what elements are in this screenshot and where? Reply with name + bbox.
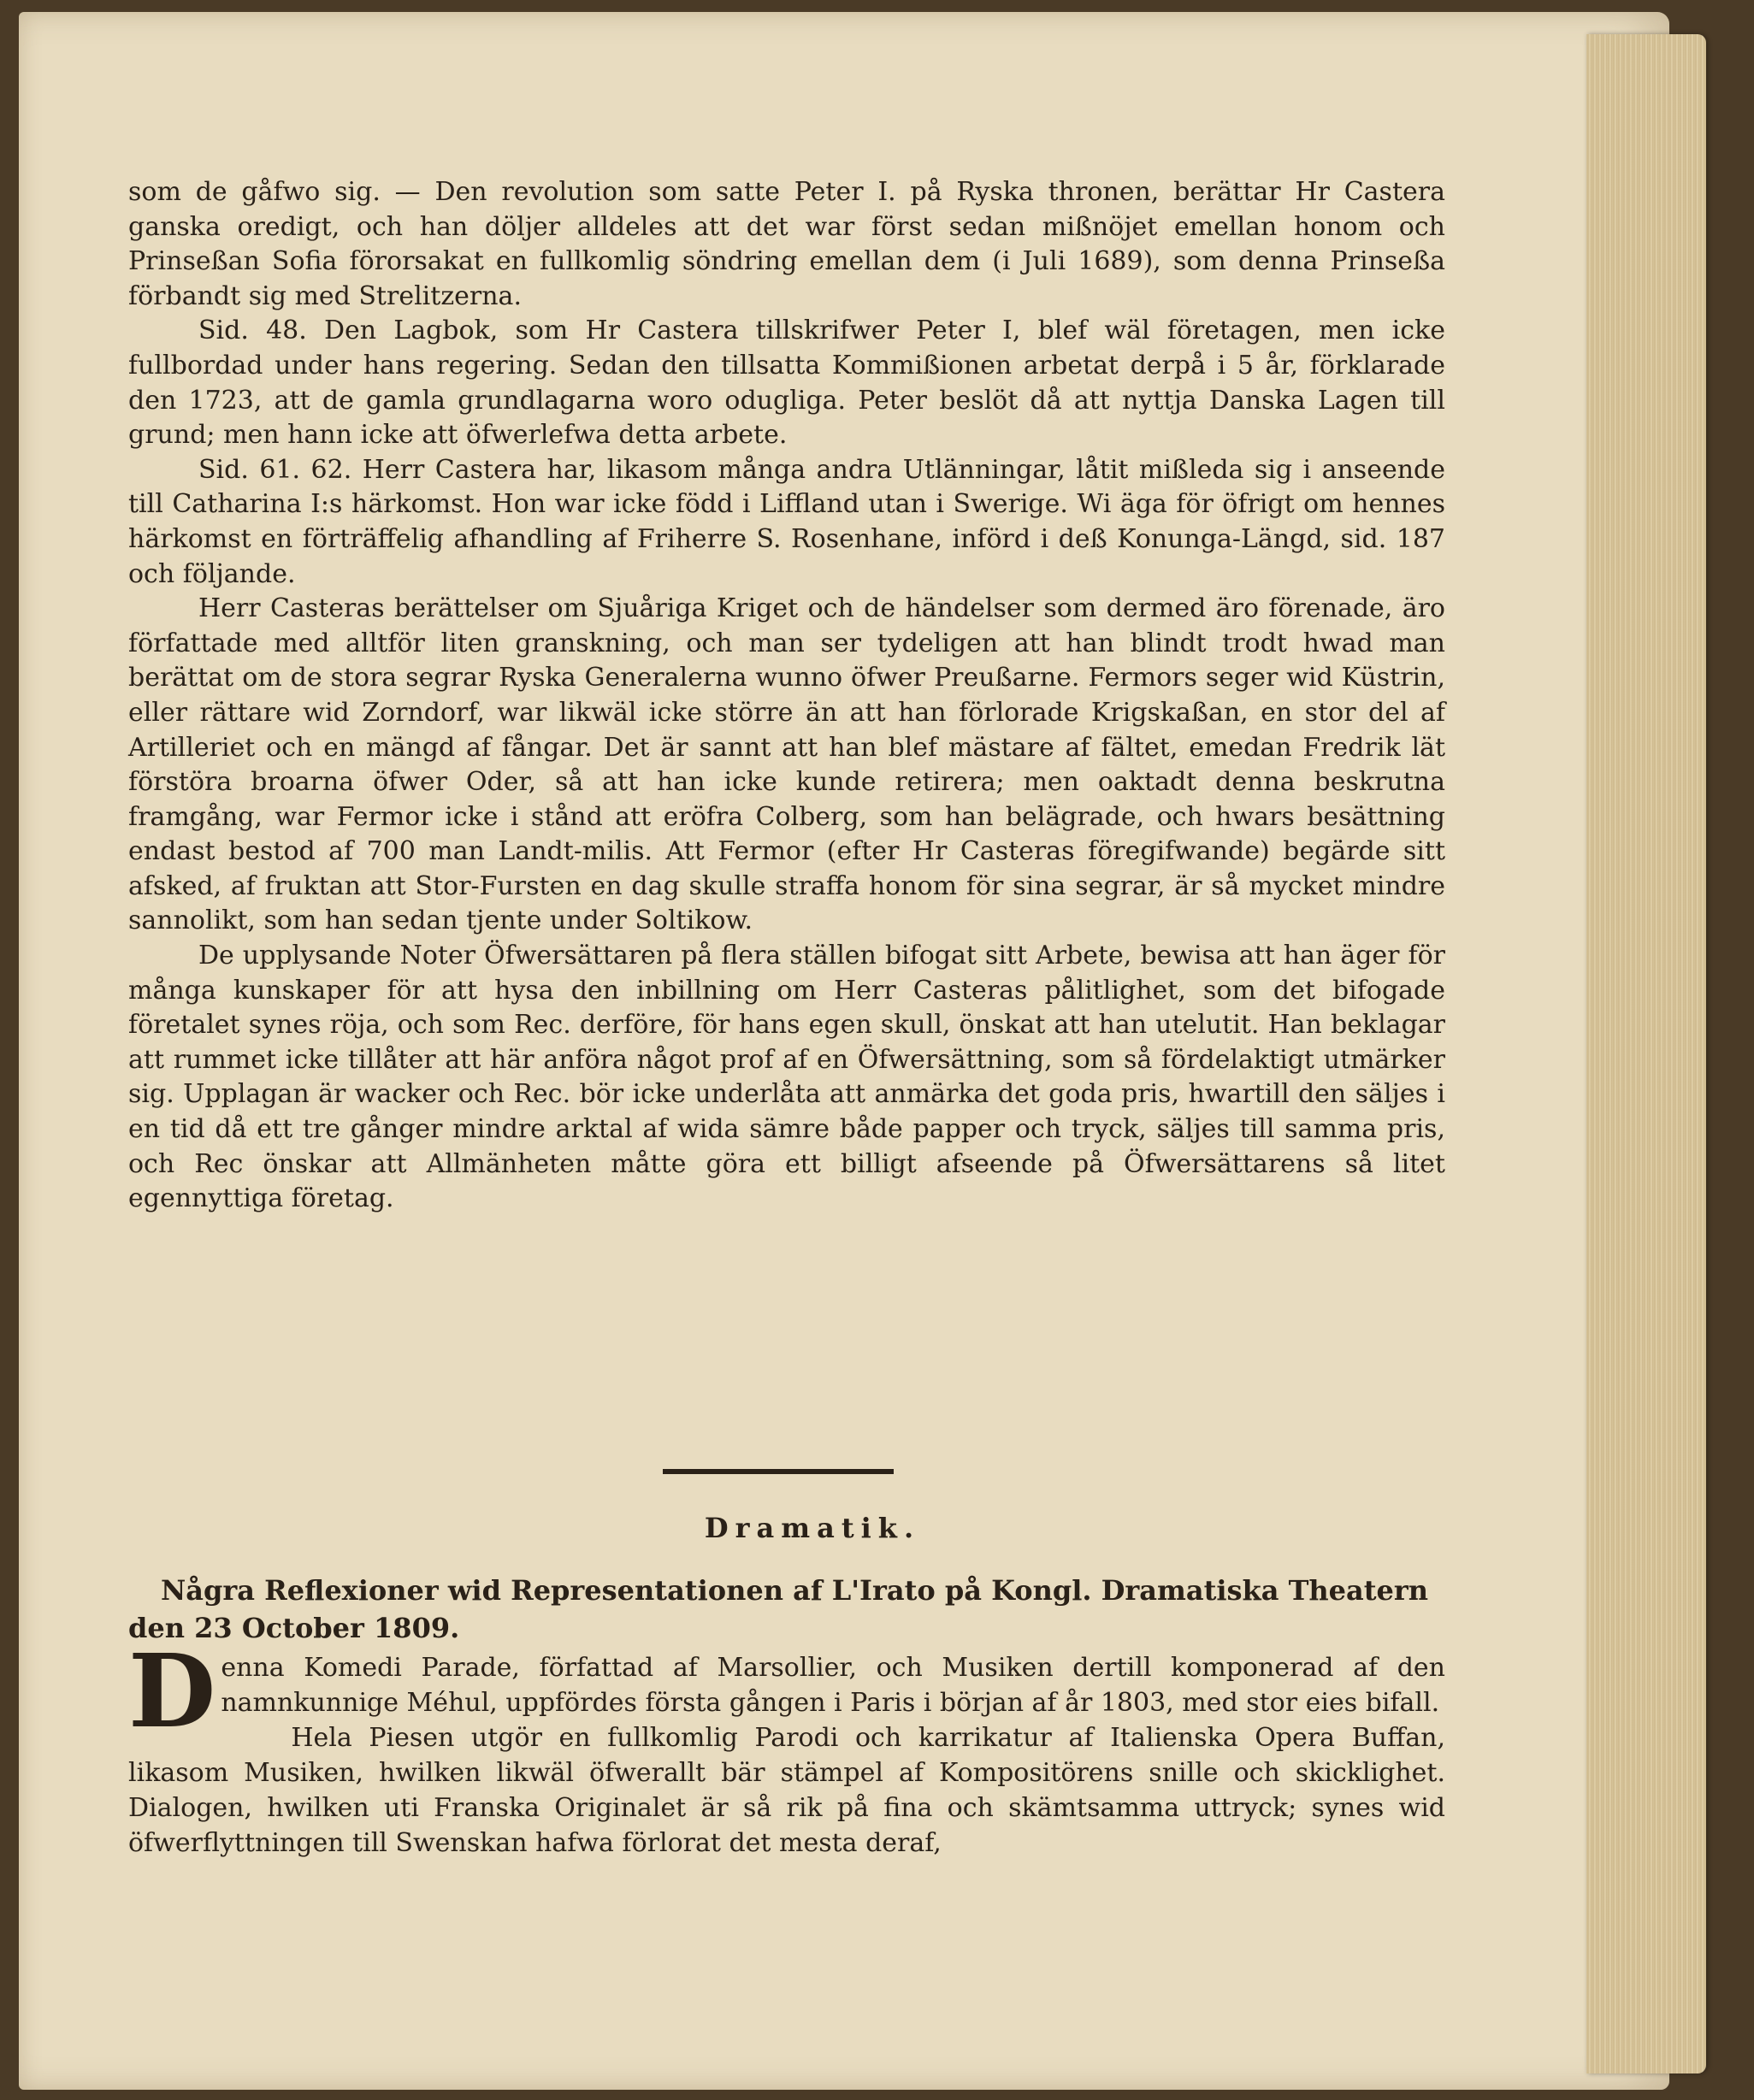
dramatik-paragraph-1: [128, 1631, 1445, 1750]
paragraph-1: som de gåfwo sig. — Den revolution som satte Peter I. på Ryska thronen, berättar Hr Castera ganska oredigt, och han döljer alldeles att det war först sedan mißnöjet emellan honom och Prinseßan Sofia förorsakat en fullkomlig söndring emellan dem (i Juli 1689), som denna Prinseßa förbandt sig med Strelitzerna.: [128, 177, 1445, 311]
drop-cap: D: [128, 1631, 216, 1750]
page-edges: [1586, 34, 1706, 2073]
paragraph-5: De upplysande Noter Öfwersättaren på flera ställen bifogat sitt Arbete, bewisa att han äger för många kunskaper för att hysa den inbillning om Herr Casteras pålitlighet, som det bifogade företalet synes röja, och som Rec. derföre, för hans egen skull, önskat att han utelutit. Han beklagar att rummet icke tillåter att här anföra något prof af en Öfwersättning, som så fördelaktigt utmärker sig. Upplagan är wacker och Rec. bör icke underlåta att anmärka det goda pris, hwartill den säljes i en tid då ett tre gånger mindre arktal af wida sämre både papper och tryck, säljes till samma pris, och Rec önskar att Allmänheten måtte göra ett billigt afseende på Öfwersättarens så litet egennyttiga företag.: [128, 941, 1445, 1214]
article-title-text: Några Reflexioner wid Representationen af L'Irato på Kongl. Dramatiska Theatern den 23 October 1809.: [128, 1574, 1429, 1644]
paragraph-4: Herr Casteras berättelser om Sjuåriga Kriget och de händelser som dermed äro förenade, äro författade med alltför liten granskning, och man ser tydeligen att han blindt trodt hwad man berättat om de stora segrar Ryska Generalerna wunno öfwer Preußarne. Fermors seger wid Küstrin, eller rättare wid Zorndorf, war likwäl icke större än att han förlorade Krigskaßan, en stor del af Artilleriet och en mängd af fångar. Det är sannt att han blef mästare af fältet, emedan Fredrik lät förstöra broarna öfwer Oder, så att han icke kunde retirera; men oaktadt denna beskrutna framgång, war Fermor icke i stånd att eröfra Colberg, som han belägrade, och hwars besättning endast bestod af 700 man Landt-milis. Att Fermor (efter Hr Casteras föregifwande) begärde sitt afsked, af fruktan att Stor-Fursten en dag skulle straffa honom för sina segrar, är så mycket mindre sannolikt, som han sedan tjente under Soltikow.: [128, 593, 1445, 936]
review-text: [128, 175, 1445, 1217]
paragraph-2: Sid. 48. Den Lagbok, som Hr Castera tillskrifwer Peter I, blef wäl företagen, men icke fullbordad under hans regering. Sedan den tillsatta Kommißionen arbetat derpå i 5 år, förklarade den 1723, att de gamla grundlagarna woro odugliga. Peter beslöt då att nyttja Danska Lagen till grund; men hann icke att öfwerlefwa detta arbete.: [128, 316, 1445, 451]
dramatik-text: [128, 1631, 1445, 1861]
section-heading: Dramatik.: [704, 1512, 921, 1544]
dramatik-paragraph-1-text: enna Komedi Parade, författad af Marsollier, och Musiken dertill komponerad af den namnkunnige Méhul, uppfördes första gången i Paris i början af år 1803, med stor eies bifall.: [221, 1653, 1445, 1718]
section-divider: [663, 1469, 894, 1474]
dramatik-paragraph-2: Hela Piesen utgör en fullkomlig Parodi och karrikatur af Italienska Opera Buffan, likasom Musiken, hwilken likwäl öfwerallt bär stämpel af Kompositörens snille och skicklighet. Dialogen, hwilken uti Franska Originalet är så rik på fina och skämtsamma uttryck; synes wid öfwerflyttningen till Swenskan hafwa förlorat det mesta deraf,: [128, 1723, 1445, 1858]
paragraph-3: Sid. 61. 62. Herr Castera har, likasom många andra Utlänningar, låtit mißleda sig i anseende till Catharina I:s härkomst. Hon war icke född i Liffland utan i Swerige. Wi äga för öfrigt om hennes härkomst en förträffelig afhandling af Friherre S. Rosenhane, införd i deß Konunga-Längd, sid. 187 och följande.: [128, 454, 1445, 589]
article-title: [128, 1572, 1445, 1647]
